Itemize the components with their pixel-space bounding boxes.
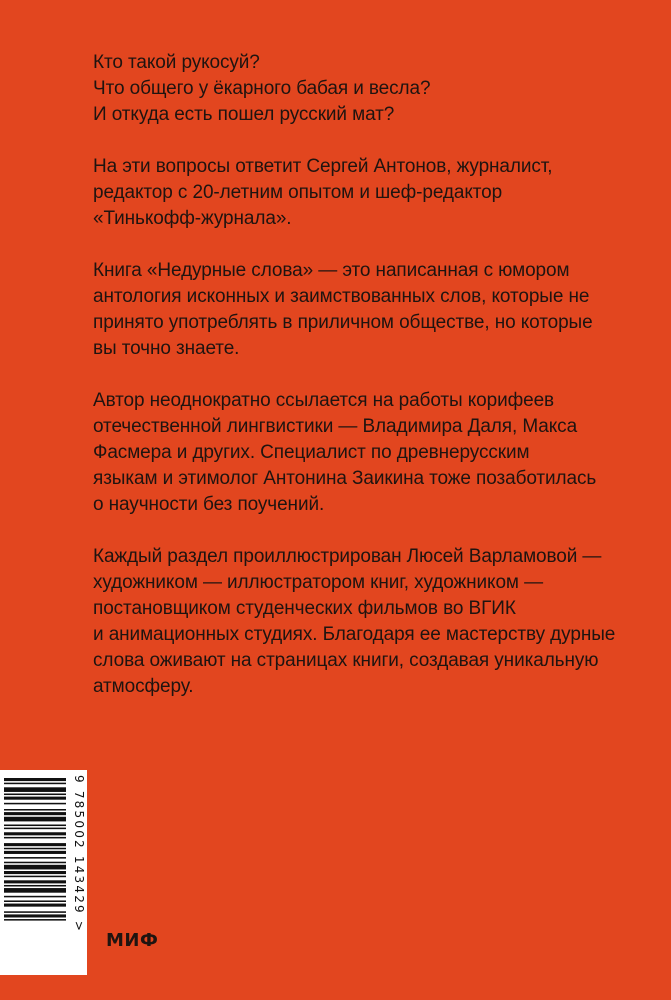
barcode-bar xyxy=(4,862,66,864)
text-line: отечественной лингвистики — Владимира Даля, Макса xyxy=(93,416,578,437)
barcode-bar xyxy=(4,837,66,839)
barcode-bar xyxy=(4,880,66,883)
isbn-digits-text: 9 785002 143429 > xyxy=(72,775,86,934)
text-line: редактор с 20-летним опытом и шеф-редактор xyxy=(93,182,503,203)
barcode-bar xyxy=(4,825,66,827)
barcode-bar xyxy=(4,809,66,811)
barcode-bar xyxy=(4,848,66,850)
text-line: атмосферу. xyxy=(93,676,194,697)
paragraph-questions xyxy=(93,50,653,128)
barcode-bars xyxy=(0,770,70,975)
barcode-bar xyxy=(4,871,66,874)
barcode-bar xyxy=(4,843,66,846)
text-line: художником — иллюстратором книг, художником — xyxy=(93,572,543,593)
publisher-logo-text: МИФ xyxy=(106,929,159,951)
text-line: языкам и этимолог Антонина Заикина тоже позаботилась xyxy=(93,468,597,489)
paragraph-illustrator xyxy=(93,544,653,700)
text-line: Что общего у ёкарного бабая и весла? xyxy=(93,78,431,99)
text-line: На эти вопросы ответит Сергей Антонов, журналист, xyxy=(93,156,553,177)
annotation-text xyxy=(93,50,653,726)
barcode-bar xyxy=(4,904,66,907)
isbn-number xyxy=(72,775,90,970)
barcode-bar xyxy=(4,888,66,893)
barcode-bar xyxy=(4,896,66,898)
paragraph-book xyxy=(93,258,653,362)
barcode-bar xyxy=(4,885,66,887)
barcode-bar xyxy=(4,783,66,785)
text-line: Книга «Недурные слова» — это написанная с юмором xyxy=(93,260,570,281)
text-line: принято употреблять в приличном обществе, но которые xyxy=(93,312,593,333)
text-line: Фасмера и других. Специалист по древнерусским xyxy=(93,442,530,463)
barcode-bar xyxy=(4,832,66,835)
text-line: вы точно знаете. xyxy=(93,338,240,359)
paragraph-author xyxy=(93,154,653,232)
barcode-bar xyxy=(4,803,66,805)
barcode-bar xyxy=(4,900,66,902)
publisher-logo xyxy=(106,929,158,951)
paragraph-sources xyxy=(93,388,653,518)
barcode-bar xyxy=(4,911,66,913)
text-line: «Тинькофф-журнала». xyxy=(93,208,292,229)
text-line: Автор неоднократно ссылается на работы корифеев xyxy=(93,390,555,411)
text-line: о научности без поучений. xyxy=(93,494,325,515)
text-line: Кто такой рукосуй? xyxy=(93,52,260,73)
text-line: и анимационных студиях. Благодаря ее мастерству дурные xyxy=(93,624,616,645)
text-line: И откуда есть пошел русский мат? xyxy=(93,104,395,125)
barcode-bar xyxy=(4,914,66,917)
barcode-bar xyxy=(4,828,66,830)
barcode-bar xyxy=(4,876,66,878)
barcode-bar xyxy=(4,797,66,800)
barcode-bar xyxy=(4,919,66,921)
barcode-bar xyxy=(4,865,66,870)
barcode-bar xyxy=(4,817,66,822)
barcode-bar xyxy=(4,787,66,792)
barcode-bar xyxy=(4,857,66,859)
text-line: Каждый раздел проиллюстрирован Люсей Варламовой — xyxy=(93,546,602,567)
text-line: антология исконных и заимствованных слов, которые не xyxy=(93,286,590,307)
barcode-bar xyxy=(4,812,66,815)
text-line: постановщиком студенческих фильмов во ВГИК xyxy=(93,598,516,619)
barcode-bar xyxy=(4,778,66,781)
barcode-bar xyxy=(4,794,66,796)
text-line: слова оживают на страницах книги, создавая уникальную xyxy=(93,650,599,671)
barcode-bar xyxy=(4,851,66,854)
